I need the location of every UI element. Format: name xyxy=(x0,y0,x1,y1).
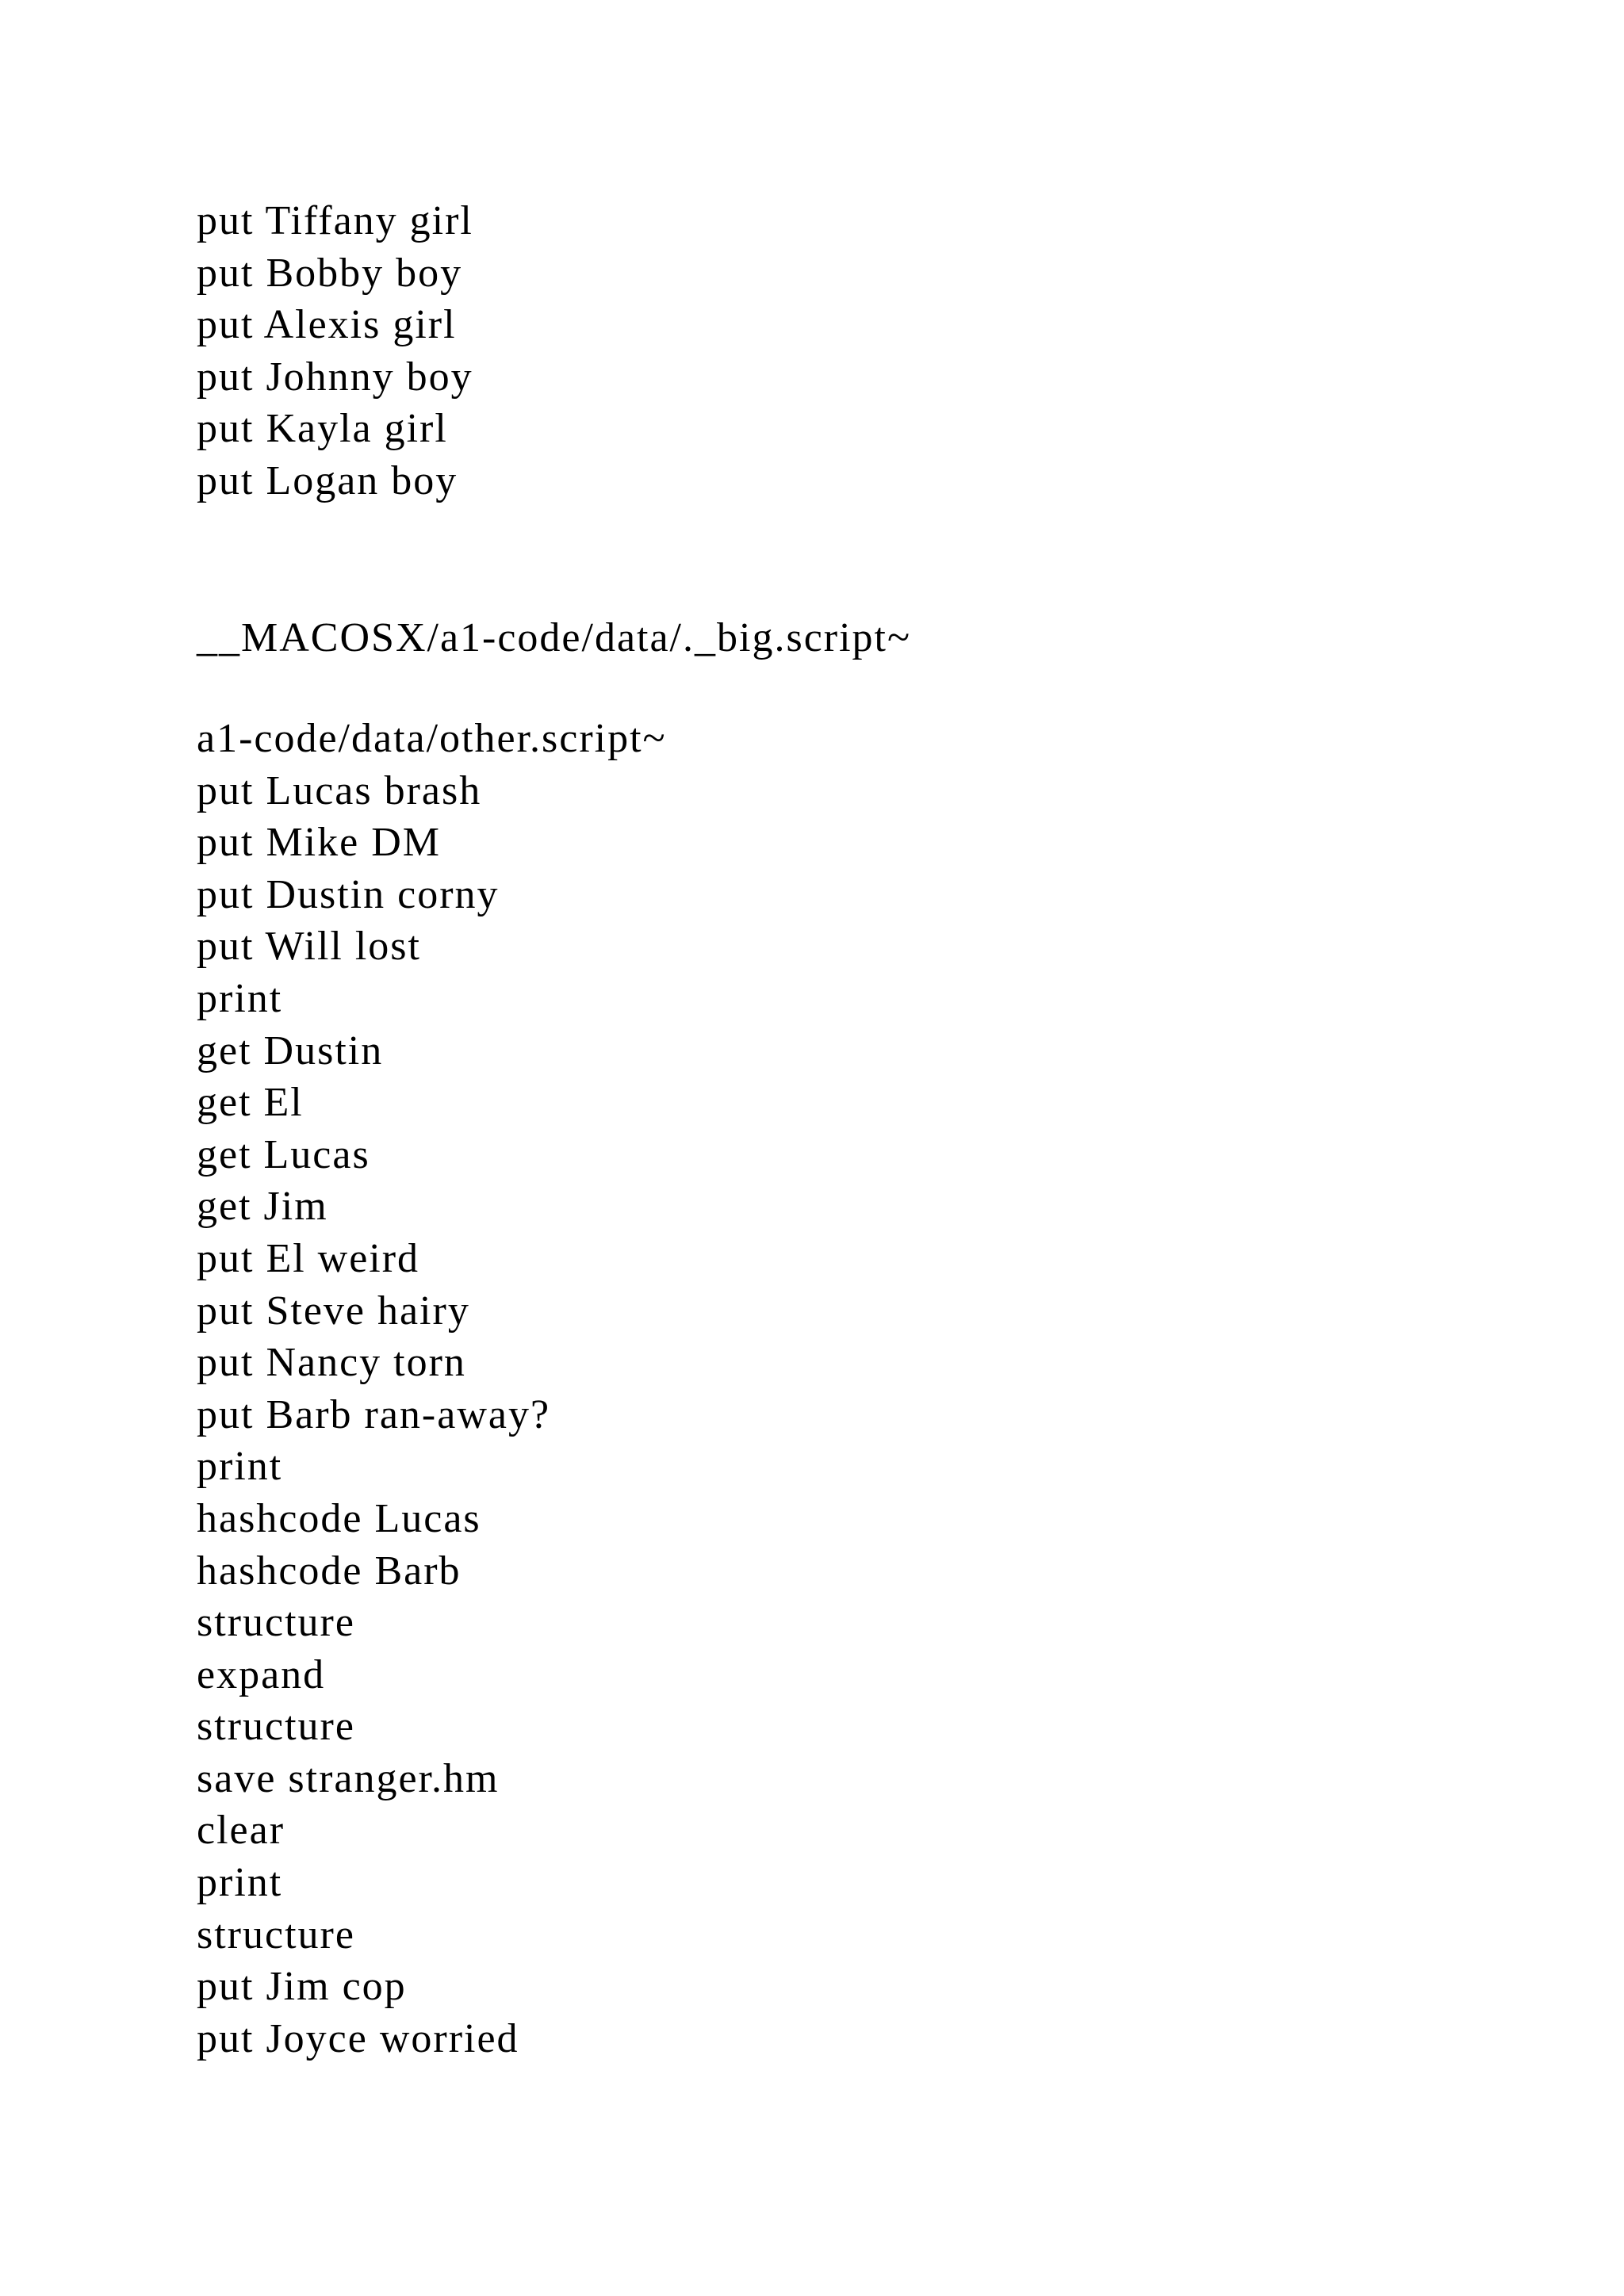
script-block-names xyxy=(197,195,473,507)
text-line: structure xyxy=(197,1600,355,1646)
text-line: save stranger.hm xyxy=(197,1755,500,1801)
text-line: put Mike DM xyxy=(197,820,441,866)
text-line: put Will lost xyxy=(197,924,421,970)
text-line: structure xyxy=(197,1911,355,1957)
text-line: put Logan boy xyxy=(197,457,458,503)
text-line: get El xyxy=(197,1080,304,1126)
text-line: put Johnny boy xyxy=(197,354,473,400)
text-line: put Bobby boy xyxy=(197,250,463,296)
text-line: structure xyxy=(197,1704,355,1750)
script-block-other xyxy=(197,713,667,2064)
text-line: put Tiffany girl xyxy=(197,198,473,243)
text-line: put Steve hairy xyxy=(197,1288,470,1334)
text-line: put Kayla girl xyxy=(197,406,448,452)
text-line: put Jim cop xyxy=(197,1964,407,2010)
text-line: put Joyce worried xyxy=(197,2015,519,2061)
file-path-line: a1-code/data/other.script~ xyxy=(197,716,667,761)
text-line: print xyxy=(197,1860,283,1906)
text-line: print xyxy=(197,1444,283,1490)
text-line: expand xyxy=(197,1651,326,1697)
text-line: put Alexis girl xyxy=(197,302,457,348)
text-line: get Jim xyxy=(197,1184,328,1230)
text-line: hashcode Barb xyxy=(197,1548,462,1594)
text-line: print xyxy=(197,975,283,1021)
text-line: put Barb ran-away? xyxy=(197,1391,551,1437)
text-line: get Lucas xyxy=(197,1131,370,1177)
text-line: put El weird xyxy=(197,1235,420,1281)
text-line: put Nancy torn xyxy=(197,1340,466,1386)
text-line: put Dustin corny xyxy=(197,871,500,917)
text-line: clear xyxy=(197,1808,285,1854)
text-line: put Lucas brash xyxy=(197,767,482,813)
text-line: hashcode Lucas xyxy=(197,1495,481,1541)
file-path-line: __MACOSX/a1-code/data/._big.script~ xyxy=(197,615,912,660)
text-line: get Dustin xyxy=(197,1027,384,1073)
file-path-heading xyxy=(197,612,911,664)
